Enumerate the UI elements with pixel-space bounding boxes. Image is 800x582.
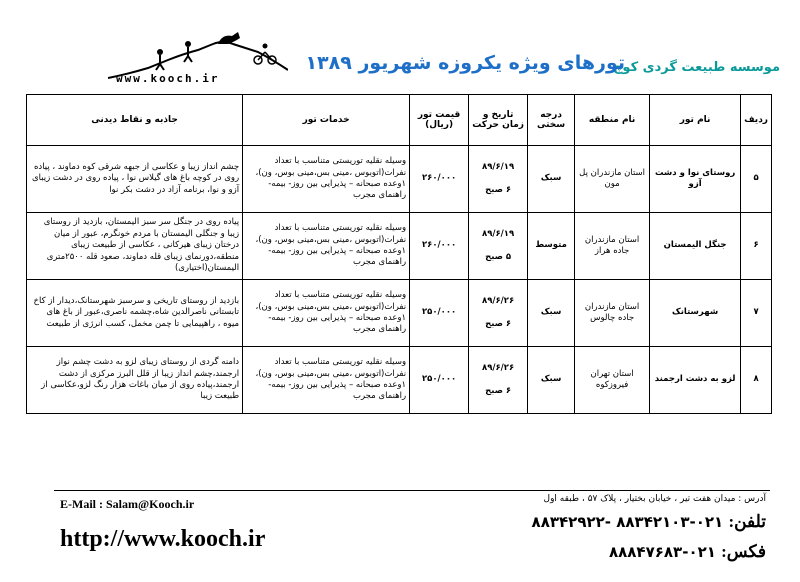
footer-address: آدرس : میدان هفت تیر ، خیابان بختیار ، پلاک ۵۷ ، طبقه اول [543,494,766,504]
phone-numbers: ۰۲۱-۸۸۳۴۲۱۰۳ -۸۸۳۴۲۹۲۲ [531,513,724,531]
table-row [27,280,772,347]
col-services: خدمات تور [243,95,410,146]
tour-region: استان تهران فیروزکوه [575,347,650,414]
tour-date: ۸۹/۶/۱۹ [482,228,515,239]
col-row: ردیف [741,95,772,146]
tour-time: ۶ صبح [485,385,512,396]
tour-date: ۸۹/۶/۱۹ [482,161,515,172]
footer-divider [54,490,770,491]
tour-difficulty: سبک [528,146,575,213]
main-title: تورهای ویژه یکروزه شهریور ۱۳۸۹ [305,52,625,74]
col-attractions: جاذبه و نقاط دیدنی [27,95,243,146]
footer-email[interactable]: E-Mail : Salam@Kooch.ir [60,497,195,511]
fax-label: فکس: [721,542,766,561]
tour-attractions: دامنه گردی از روستای زیبای لزو به دشت چشم نواز ارجمند،چشم انداز زیبا از قلل البرز مرکزی از دشت ارجمند،پیاده روی از میان باغات هزار رنگ لزو،عکاسی از طبیعت زیبا [27,347,243,414]
fax-number: ۰۲۱-۸۸۸۴۷۶۸۳ [608,543,716,561]
footer-website-link[interactable]: http://www.kooch.ir [60,526,266,552]
organization-title: موسسه طبیعت گردی کوچ [613,60,780,75]
tour-services: وسیله نقلیه توریستی متناسب با تعداد نفرات(اتوبوس ،مینی بس،مینی بوس، ون)، ۱وعده صبحانه – پذیرایی بین روز- بیمه- راهنمای مجرب [243,213,410,280]
tours-table [26,94,772,414]
tour-difficulty: سبک [528,347,575,414]
logo-url: www.kooch.ir [116,72,220,85]
footer-phone [532,512,766,532]
tour-difficulty: سبک [528,280,575,347]
tour-time: ۶ صبح [485,184,512,195]
tour-time: ۵ صبح [485,251,512,262]
tour-name: جنگل الیمستان [650,213,741,280]
tour-region: استان مازندران جاده چالوس [575,280,650,347]
tour-date: ۸۹/۶/۲۶ [482,295,515,306]
tour-price: ۲۵۰/۰۰۰ [410,280,469,347]
tour-services: وسیله نقلیه توریستی متناسب با تعداد نفرات(اتوبوس ،مینی بس،مینی بوس، ون)، ۱وعده صبحانه – پذیرایی بین روز- بیمه- راهنمای مجرب [243,146,410,213]
tour-difficulty: متوسط [528,213,575,280]
tour-date-cell [469,213,528,280]
tour-name: روستای نوا و دشت آزو [650,146,741,213]
col-name: نام تور [650,95,741,146]
table-row [27,347,772,414]
table-row [27,146,772,213]
tour-time: ۶ صبح [485,318,512,329]
table-header-row [27,95,772,146]
tour-region: استان مازندران پل مون [575,146,650,213]
tour-date-cell [469,280,528,347]
tour-region: استان مازندران جاده هراز [575,213,650,280]
col-date: تاریخ و زمان حرکت [469,95,528,146]
col-price: قیمت تور (ریال) [410,95,469,146]
row-number: ۸ [741,347,772,414]
page-header [0,0,800,92]
tour-attractions: چشم انداز زیبا و عکاسی از جبهه شرقی کوه دماوند ، پیاده روی در کوچه باغ های گیلاس نوا ، پیاده روی در دشت زیبای آزو و نوا، برنامه آزاد در دشت بکر نوا [27,146,243,213]
col-difficulty: درجه سختی [528,95,575,146]
footer-fax [609,542,766,562]
row-number: ۷ [741,280,772,347]
tour-date-cell [469,146,528,213]
tour-name: شهرستانک [650,280,741,347]
tour-services: وسیله نقلیه توریستی متناسب با تعداد نفرات(اتوبوس ،مینی بس،مینی بوس، ون)، ۱وعده صبحانه – پذیرایی بین روز- بیمه- راهنمای مجرب [243,347,410,414]
tour-name: لزو به دشت ارجمند [650,347,741,414]
tour-price: ۲۵۰/۰۰۰ [410,347,469,414]
tour-price: ۲۶۰/۰۰۰ [410,213,469,280]
col-region: نام منطقه [575,95,650,146]
tour-price: ۲۶۰/۰۰۰ [410,146,469,213]
table-row [27,213,772,280]
tour-attractions: بازدید از روستای تاریخی و سرسبز شهرستانک،دیدار از کاخ تابستانی ناصرالدین شاه،چشمه ناصری،عبور از باغ های میوه ، راهپیمایی تا چمن مخمل، کسب انرژی از طبیعت [27,280,243,347]
tour-date-cell [469,347,528,414]
phone-label: تلفن: [728,512,766,531]
tour-attractions: پیاده روی در جنگل سر سبز الیمستان، بازدید از روستای زیبا و جنگلی الیمستان با مردم خونگرم، عبور از میان درختان زیبای هیرکانی ، عکاسی از طبیعت زیبای منطقه،دورنمای زیبای قله دماوند، صعود قله ۲۵۰۰متری الیمستان(اختیاری) [27,213,243,280]
row-number: ۵ [741,146,772,213]
tour-date: ۸۹/۶/۲۶ [482,362,515,373]
row-number: ۶ [741,213,772,280]
tour-services: وسیله نقلیه توریستی متناسب با تعداد نفرات(اتوبوس ،مینی بس،مینی بوس، ون)، ۱وعده صبحانه – پذیرایی بین روز- بیمه- راهنمای مجرب [243,280,410,347]
